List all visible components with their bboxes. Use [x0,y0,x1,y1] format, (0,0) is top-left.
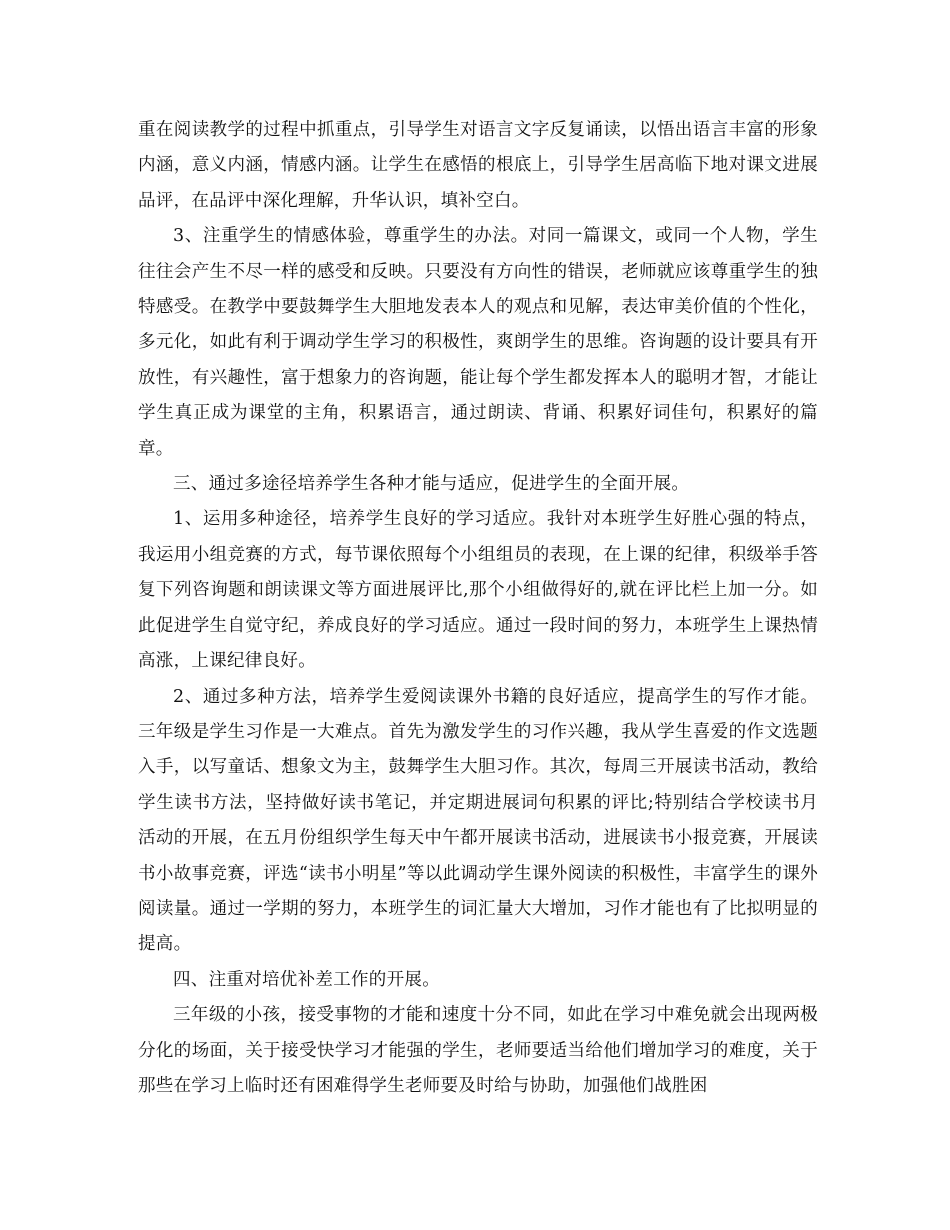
paragraph-study-habits: 1、运用多种途径，培养学生良好的学习适应。我针对本班学生好胜心强的特点，我运用小组竞赛的方式，每节课依照每个小组组员的表现，在上课的纪律，积级举手答复下列咨询题和朗读课文等方面进展评比,那个小组做得好的,就在评比栏上加一分。如此促进学生自觉守纪，养成良好的学习适应。通过一段时间的努力，本班学生上课热情高涨，上课纪律良好。 [138,509,818,672]
section-heading-four: 四、注重对培优补差工作的开展。 [173,969,440,990]
paragraph-reading-writing: 2、通过多种方法，培养学生爱阅读课外书籍的良好适应，提高学生的写作才能。三年级是学生习作是一大难点。首先为激发学生的习作兴趣，我从学生喜爱的作文选题入手，以写童话、想象文为主，鼓舞学生大胆习作。其次，每周三开展读书活动，教给学生读书方法，坚持做好读书笔记，并定期进展词句积累的评比;特别结合学校读书月活动的开展，在五月份组织学生每天中午都开展读书活动，进展读书小报竞赛，开展读书小故事竞赛，评选“读书小明星”等以此调动学生课外阅读的积极性，丰富学生的课外阅读量。通过一学期的努力，本班学生的词汇量大大增加，习作才能也有了比拟明显的提高。 [138,686,818,955]
paragraph-differentiated-support: 三年级的小孩，接受事物的才能和速度十分不同，如此在学习中难免就会出现两极分化的场面，关于接受快学习才能强的学生，老师要适当给他们增加学习的难度，关于那些在学习上临时还有困难得学生老师要及时给与协助，加强他们战胜困 [138,1005,818,1096]
document-body [138,113,818,1104]
section-heading-three: 三、通过多途径培养学生各种才能与适应，促进学生的全面开展。 [173,474,690,495]
paragraph-reading-teaching: 重在阅读教学的过程中抓重点，引导学生对语言文字反复诵读，以悟出语言丰富的形象内涵，意义内涵，情感内涵。让学生在感悟的根底上，引导学生居高临下地对课文进展品评，在品评中深化理解，升华认识，填补空白。 [138,120,818,211]
paragraph-emotional-experience: 3、注重学生的情感体验，尊重学生的办法。对同一篇课文，或同一个人物，学生往往会产生不尽一样的感受和反映。只要没有方向性的错误，老师就应该尊重学生的独特感受。在教学中要鼓舞学生大胆地发表本人的观点和见解，表达审美价值的个性化，多元化，如此有利于调动学生学习的积极性，爽朗学生的思维。咨询题的设计要具有开放性，有兴趣性，富于想象力的咨询题，能让每个学生都发挥本人的聪明才智，才能让学生真正成为课堂的主角，积累语言，通过朗读、背诵、积累好词佳句，积累好的篇章。 [138,226,818,459]
